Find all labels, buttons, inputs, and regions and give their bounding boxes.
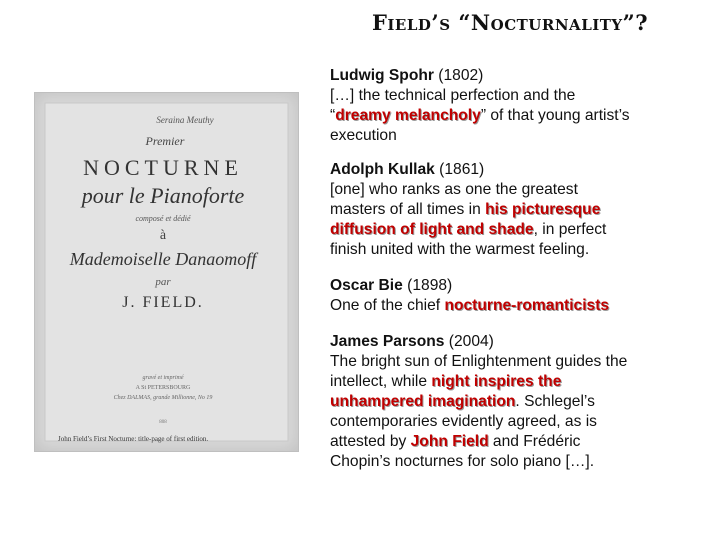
image-caption: John Field’s First Nocturne: title-page of first edition. [58, 435, 209, 443]
quote-year: (1861) [439, 161, 485, 178]
highlight-phrase: diffusion of light and shade [330, 221, 534, 238]
scan-line-composer: J. FIELD. [122, 294, 204, 311]
quote-spohr [330, 66, 715, 146]
quote-author: Ludwig Spohr [330, 67, 434, 84]
quote-line: finish united with the warmest feeling. [330, 241, 590, 258]
slide-title: Field’s “Nocturnality”? [371, 10, 649, 35]
quote-bie [330, 276, 715, 316]
quote-text: . Schlegel’s [515, 393, 595, 410]
svg-text:gravé et imprimé: gravé et imprimé [142, 375, 184, 381]
highlight-phrase: night inspires the [431, 373, 562, 390]
scan-line-pianoforte: pour le Pianoforte [81, 183, 245, 208]
highlight-phrase: dreamy melancholy [335, 107, 481, 124]
scan-line-nocturne: NOCTURNE [83, 155, 243, 180]
highlight-phrase: unhampered imagination [330, 393, 516, 410]
quote-kullak [330, 160, 715, 260]
quote-text: masters of all times in [330, 201, 486, 218]
quote-parsons [330, 332, 715, 472]
quote-year: (1898) [407, 277, 453, 294]
quote-line: […] the technical perfection and the [330, 87, 576, 104]
scan-line-dedicatee: Mademoiselle Danaomoff [69, 249, 257, 269]
quote-text: and Frédéric [488, 433, 581, 450]
title-page-image [34, 92, 299, 452]
quotes-column [330, 66, 715, 486]
scan-line-premier: Premier [145, 134, 185, 148]
highlight-phrase: John Field [410, 433, 489, 450]
scan-line-compose: composé et dédié [135, 214, 191, 223]
quote-text: , in perfect [533, 221, 607, 238]
svg-text:808: 808 [159, 420, 167, 425]
scan-line-a: à [159, 228, 167, 243]
quote-author: Oscar Bie [330, 277, 403, 294]
quote-text: “ [330, 107, 336, 124]
svg-text:Chez DALMAS, grande Millionne,: Chez DALMAS, grande Millionne, No 19 [113, 395, 213, 401]
quote-line: The bright sun of Enlightenment guides the [330, 353, 628, 370]
highlight-phrase: nocturne-romanticists [444, 297, 610, 314]
quote-text: intellect, while [330, 373, 432, 390]
quote-line: Chopin’s nocturnes for solo piano […]. [330, 453, 595, 470]
svg-text:Seraina Meuthy: Seraina Meuthy [156, 115, 214, 125]
quote-line: execution [330, 127, 397, 144]
quote-line: [one] who ranks as one the greatest [330, 181, 578, 198]
quote-line: contemporaries evidently agreed, as is [330, 413, 597, 430]
quote-text: One of the chief [330, 297, 445, 314]
quote-author: James Parsons [330, 333, 445, 350]
quote-author: Adolph Kullak [330, 161, 435, 178]
scan-line-par: par [155, 276, 171, 288]
quote-year: (2004) [448, 333, 494, 350]
highlight-phrase: his picturesque [485, 201, 601, 218]
title-page-scan [35, 93, 298, 451]
svg-text:A St PETERSBOURG: A St PETERSBOURG [135, 385, 191, 391]
quote-text: ” of that young artist’s [480, 107, 630, 124]
quote-year: (1802) [438, 67, 484, 84]
quote-text: attested by [330, 433, 411, 450]
